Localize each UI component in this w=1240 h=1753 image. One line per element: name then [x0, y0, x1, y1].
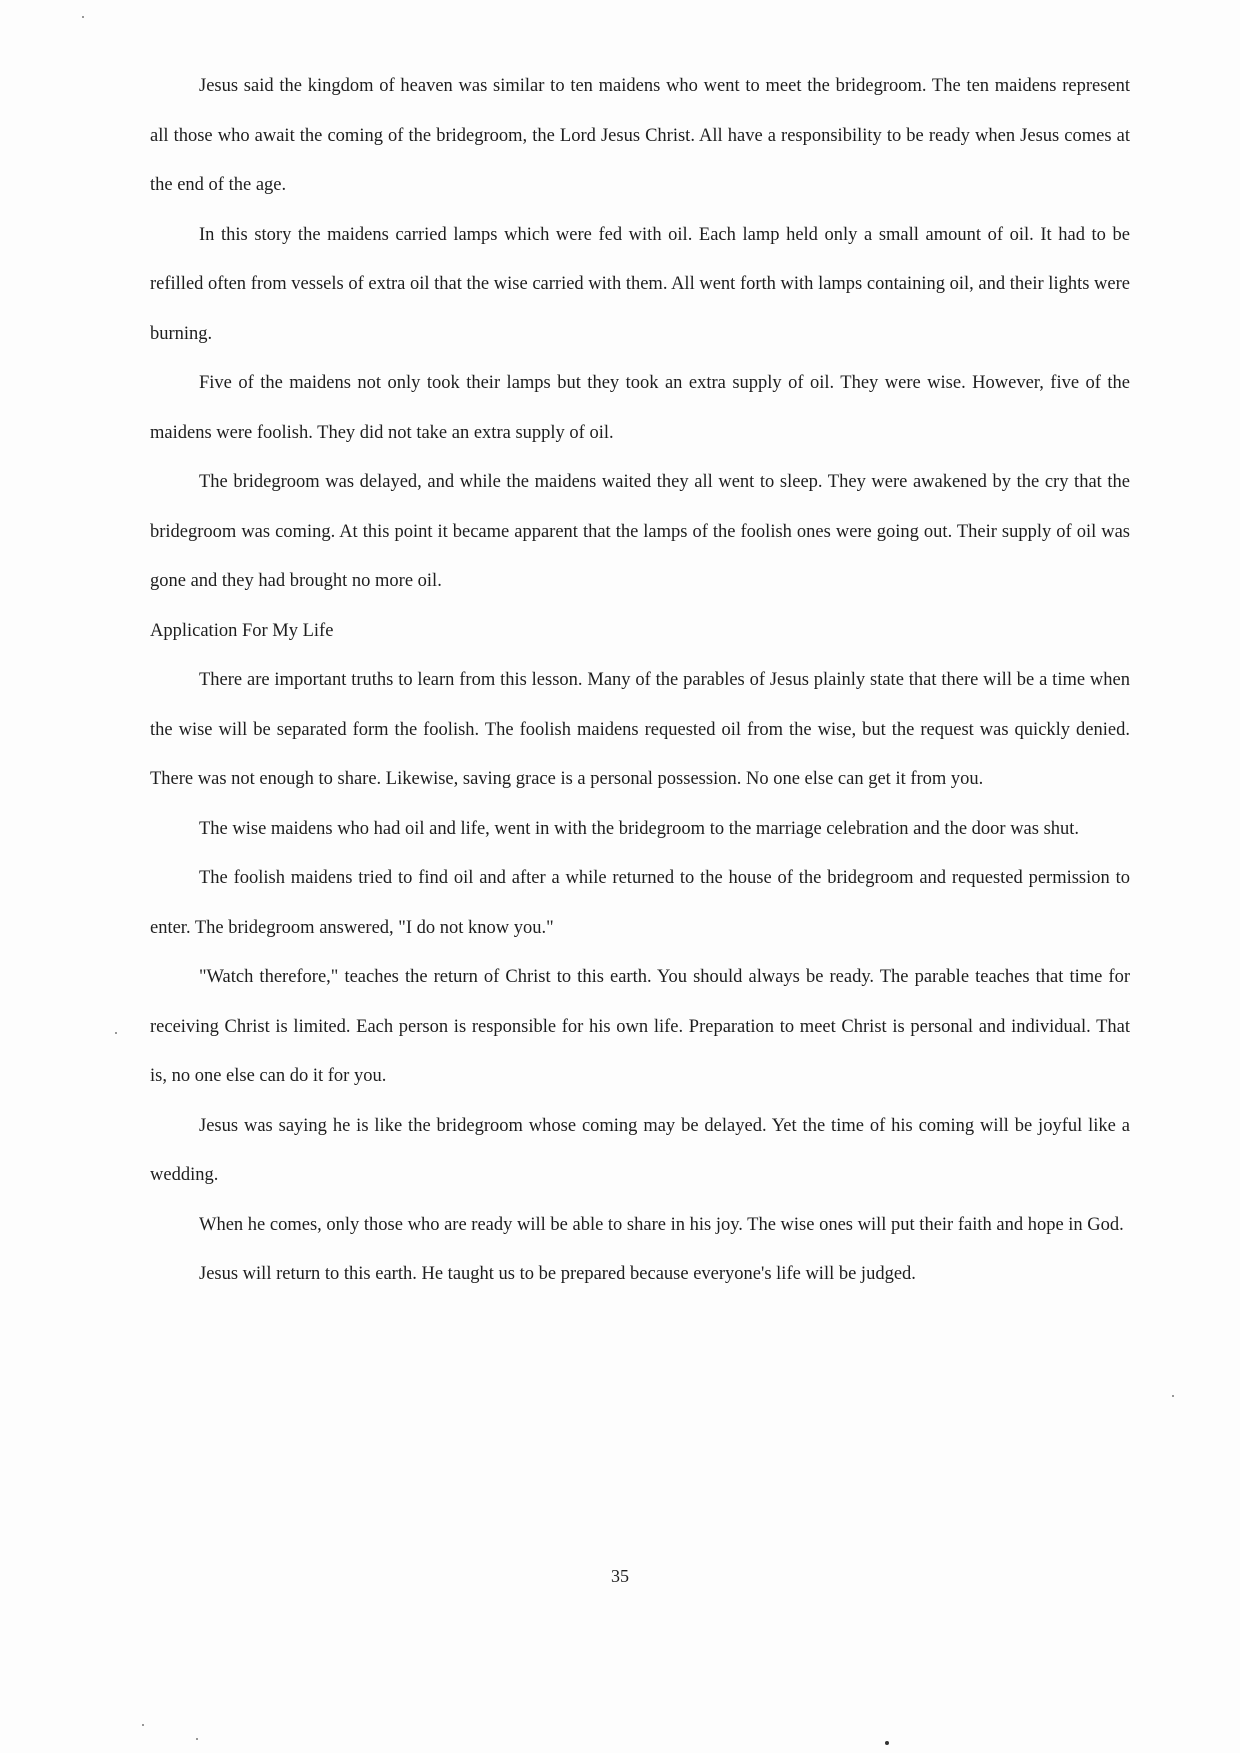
scan-speck: [115, 1032, 117, 1034]
paragraph-return-to-earth: Jesus will return to this earth. He taught us to be prepared because everyone's life will be judged.: [199, 1264, 916, 1284]
paragraph-watch-therefore: "Watch therefore," teaches the return of Christ to this earth. You should always be ready. The parable teaches that time for receiving Christ is limited. Each person is responsible for his own life. Preparation to meet Christ is personal and individual. That is, no one else can do it for you.: [150, 967, 1130, 1086]
paragraph-bridegroom-delayed: The bridegroom was delayed, and while the maidens waited they all went to sleep. They were awakened by the cry that the bridegroom was coming. At this point it became apparent that the lamps of the foolish ones were going out. Their supply of oil was gone and they had brought no more oil.: [150, 472, 1130, 591]
scan-speck: [885, 1741, 889, 1745]
paragraph-lamps-and-oil: In this story the maidens carried lamps which were fed with oil. Each lamp held only a small amount of oil. It had to be refilled often from vessels of extra oil that the wise carried with them. All went forth with lamps containing oil, and their lights were burning.: [150, 224, 1130, 344]
scan-speck: [1172, 1395, 1174, 1397]
page-number: 35: [611, 1566, 629, 1586]
paragraph-share-in-joy: When he comes, only those who are ready will be able to share in his joy. The wise ones will put their faith and hope in God.: [199, 1214, 1124, 1235]
paragraph-kingdom-of-heaven: Jesus said the kingdom of heaven was similar to ten maidens who went to meet the bridegroom. The ten maidens represent all those who await the coming of the bridegroom, the Lord Jesus Christ. All have a responsibility to be ready when Jesus comes at the end of the age.: [150, 76, 1130, 195]
scan-speck: [82, 16, 84, 18]
paragraph-permission-to-enter: The foolish maidens tried to find oil and after a while returned to the house of the bridegroom and requested permission to enter. The bridegroom answered, "I do not know you.": [150, 868, 1130, 938]
scan-speck: [196, 1738, 198, 1740]
paragraph-important-truths: There are important truths to learn from this lesson. Many of the parables of Jesus plainly state that there will be a time when the wise will be separated form the foolish. The foolish maidens requested oil from the wise, but the request was quickly denied. There was not enough to share. Likewise, saving grace is a personal possession. No one else can get it from you.: [150, 670, 1130, 789]
paragraph-door-was-shut: The wise maidens who had oil and life, went in with the bridegroom to the marriage celebration and the door was shut.: [199, 818, 1080, 839]
section-heading: Application For My Life: [150, 620, 334, 641]
paragraph-coming-delayed: Jesus was saying he is like the bridegroom whose coming may be delayed. Yet the time of his coming will be joyful like a wedding.: [150, 1115, 1130, 1185]
body-text: [150, 62, 1130, 1300]
paragraph-wise-and-foolish: Five of the maidens not only took their lamps but they took an extra supply of oil. They were wise. However, five of the maidens were foolish. They did not take an extra supply of oil.: [150, 373, 1130, 443]
scan-speck: [142, 1724, 144, 1726]
